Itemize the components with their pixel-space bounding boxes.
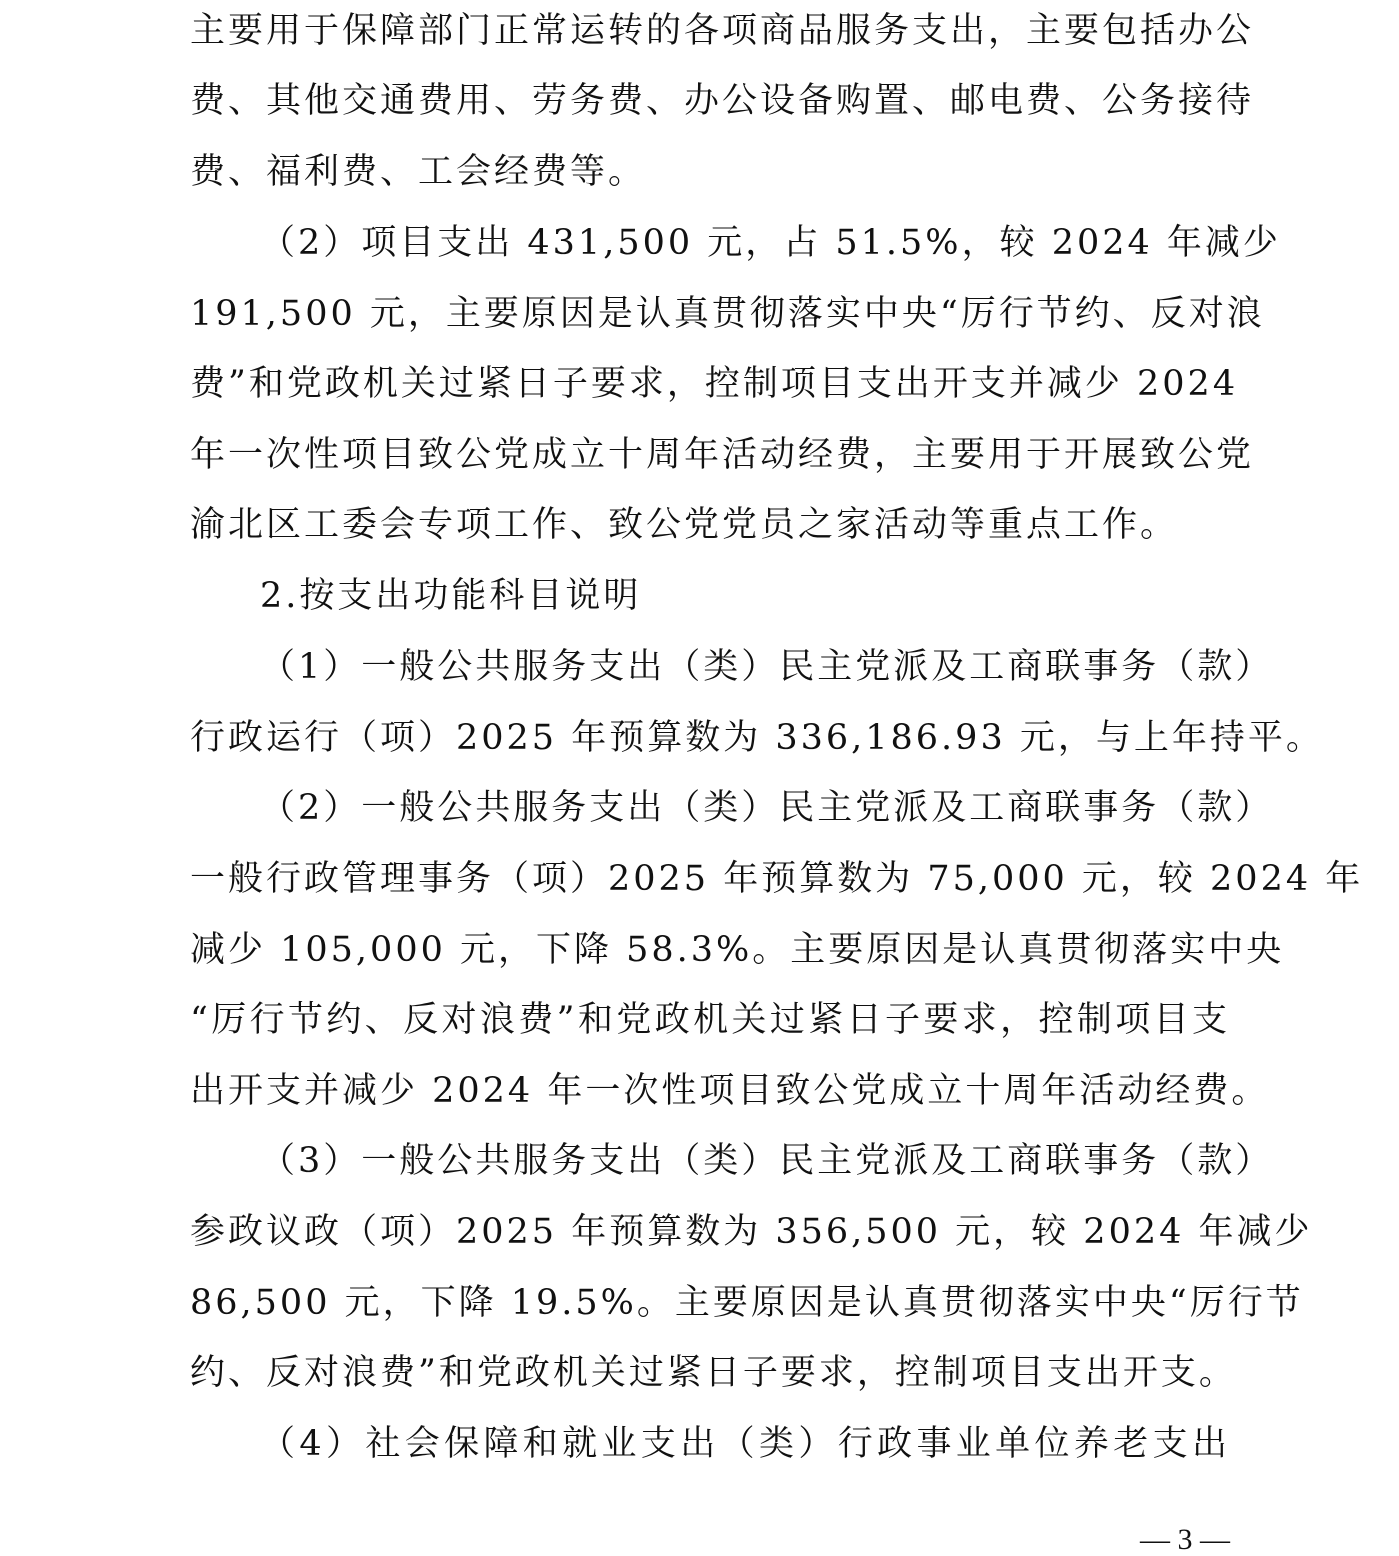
paragraph-line: 费、其他交通费用、劳务费、办公设备购置、邮电费、公务接待 [190, 81, 1255, 121]
paragraph-line: 出开支并减少 2024 年一次性项目致公党成立十周年活动经费。 [190, 1071, 1270, 1111]
section-heading: 2.按支出功能科目说明 [260, 576, 642, 616]
paragraph-line: 减少 105,000 元，下降 58.3%。主要原因是认真贯彻落实中央 [190, 930, 1285, 970]
paragraph-line: 参政议政（项）2025 年预算数为 356,500 元，较 2024 年减少 [190, 1212, 1313, 1252]
paragraph-line: 一般行政管理事务（项）2025 年预算数为 75,000 元，较 2024 年 [190, 859, 1364, 899]
paragraph-line: （2）项目支出 431,500 元，占 51.5%，较 2024 年减少 [260, 223, 1281, 263]
paragraph-line: （2）一般公共服务支出（类）民主党派及工商联事务（款） [260, 788, 1274, 828]
paragraph-line: 渝北区工委会专项工作、致公党党员之家活动等重点工作。 [190, 505, 1179, 545]
paragraph-line: 约、反对浪费”和党政机关过紧日子要求，控制项目支出开支。 [190, 1353, 1237, 1393]
paragraph-line: 主要用于保障部门正常运转的各项商品服务支出，主要包括办公 [190, 11, 1255, 51]
paragraph-line: （1）一般公共服务支出（类）民主党派及工商联事务（款） [260, 647, 1274, 687]
paragraph-line: “厉行节约、反对浪费”和党政机关过紧日子要求，控制项目支 [190, 1000, 1230, 1040]
page-number: — 3 — [1140, 1523, 1230, 1556]
paragraph-line: 费、福利费、工会经费等。 [190, 152, 647, 192]
paragraph-line: （3）一般公共服务支出（类）民主党派及工商联事务（款） [260, 1141, 1274, 1181]
paragraph-line: 年一次性项目致公党成立十周年活动经费，主要用于开展致公党 [190, 435, 1255, 475]
paragraph-line: 费”和党政机关过紧日子要求，控制项目支出开支并减少 2024 [190, 364, 1239, 404]
paragraph-line: 191,500 元，主要原因是认真贯彻落实中央“厉行节约、反对浪 [190, 294, 1265, 334]
paragraph-line: 行政运行（项）2025 年预算数为 336,186.93 元，与上年持平。 [190, 718, 1324, 758]
paragraph-line: （4）社会保障和就业支出（类）行政事业单位养老支出 [260, 1424, 1230, 1464]
paragraph-line: 86,500 元，下降 19.5%。主要原因是认真贯彻落实中央“厉行节 [190, 1283, 1304, 1323]
